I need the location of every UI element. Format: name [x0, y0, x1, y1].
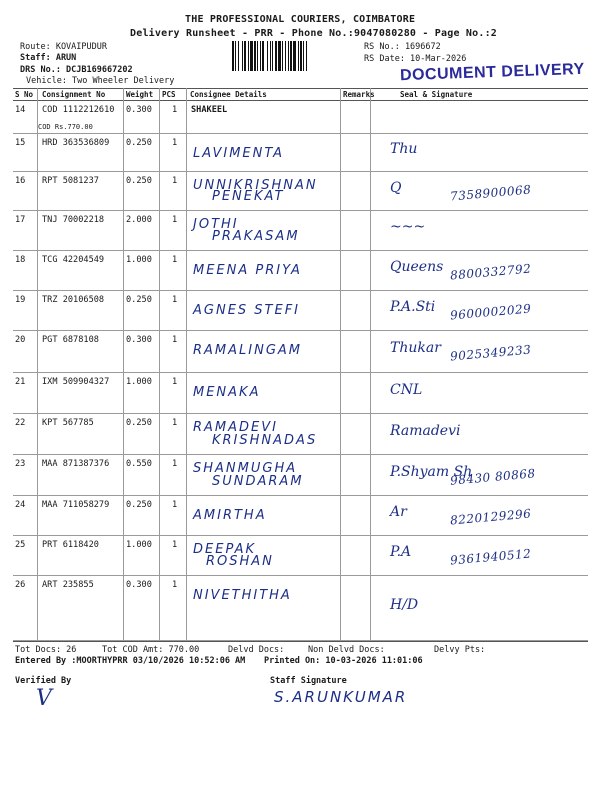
row-sno: 26	[15, 580, 26, 590]
table-row	[0, 172, 600, 211]
row-signature: Thukar	[390, 340, 441, 356]
col-header-seal: Seal & Signature	[400, 90, 473, 99]
total-docs: Tot Docs: 26	[15, 645, 77, 655]
row-consignment: TNJ 70002218	[42, 215, 105, 225]
row-pcs: 1	[172, 580, 178, 590]
rs-number: RS No.: 1696672	[364, 42, 441, 52]
row-sno: 22	[15, 418, 26, 428]
row-signature: P.A	[390, 544, 412, 560]
row-consignment: PGT 6878108	[42, 335, 99, 345]
row-consignee-line2: ROSHAN	[206, 554, 274, 569]
row-consignee-line2: PENEKAT	[212, 189, 285, 204]
row-weight: 0.300	[126, 580, 152, 590]
row-consignment: IXM 509904327	[42, 377, 110, 387]
row-consignment: PRT 6118420	[42, 540, 99, 550]
row-phone-number: 7358900068	[449, 181, 532, 204]
row-consignment: ART 235855	[42, 580, 94, 590]
row-signature: Queens	[390, 259, 444, 275]
total-cod-amount: Tot COD Amt: 770.00	[102, 645, 200, 655]
row-sno: 20	[15, 335, 26, 345]
company-title: THE PROFESSIONAL COURIERS, COIMBATORE	[185, 14, 416, 25]
row-signature: Ar	[390, 504, 407, 520]
row-cod-note: COD Rs.770.00	[38, 123, 93, 131]
delivered-docs: Delvd Docs:	[228, 645, 285, 655]
row-pcs: 1	[172, 255, 178, 265]
row-sno: 19	[15, 295, 26, 305]
row-pcs: 1	[172, 176, 178, 186]
table-row	[0, 134, 600, 172]
row-pcs: 1	[172, 459, 178, 469]
printed-on: Printed On: 10-03-2026 11:01:06	[264, 656, 423, 666]
table-row	[0, 211, 600, 251]
row-sno: 14	[15, 105, 26, 115]
delivery-points: Delvy Pts:	[434, 645, 486, 655]
table-top-border	[13, 88, 588, 89]
row-consignee: AGNES STEFI	[193, 303, 301, 318]
document-delivery-stamp: DOCUMENT DELIVERY	[399, 60, 586, 85]
row-pcs: 1	[172, 105, 178, 115]
table-row	[0, 291, 600, 331]
row-phone-number: 98430 80868	[449, 465, 537, 488]
row-consignee: SHAKEEL	[191, 105, 228, 115]
row-weight: 1.000	[126, 540, 152, 550]
table-row	[0, 331, 600, 373]
rs-date: RS Date: 10-Mar-2026	[364, 54, 467, 64]
row-consignment: COD 1112212610	[42, 105, 115, 115]
row-consignee: SHANMUGHA	[193, 461, 298, 476]
runsheet-subtitle: Delivery Runsheet - PRR - Phone No.:9047080280 - Page No.:2	[130, 28, 498, 39]
row-pcs: 1	[172, 540, 178, 550]
row-pcs: 1	[172, 418, 178, 428]
row-sno: 17	[15, 215, 26, 225]
row-weight: 0.250	[126, 176, 152, 186]
row-pcs: 1	[172, 138, 178, 148]
row-consignee: DEEPAK	[193, 542, 257, 557]
non-delivered-docs: Non Delvd Docs:	[308, 645, 385, 655]
row-consignment: RPT 5081237	[42, 176, 99, 186]
table-row	[0, 373, 600, 414]
row-consignee: RAMADEVI	[193, 420, 278, 435]
staff-label: Staff: ARUN	[20, 53, 77, 63]
row-consignment: TRZ 20106508	[42, 295, 105, 305]
row-consignee: MEENA PRIYA	[193, 263, 302, 278]
verified-signature: V	[36, 686, 52, 711]
row-consignee: NIVETHITHA	[193, 588, 292, 603]
row-signature: P.Shyam Sh	[390, 463, 473, 480]
row-consignee-line2: SUNDARAM	[212, 474, 304, 489]
row-consignee: MENAKA	[193, 385, 261, 400]
table-bottom-border	[13, 641, 588, 642]
row-weight: 0.250	[126, 500, 152, 510]
row-consignee-line2: PRAKASAM	[212, 229, 300, 244]
row-consignee: JOTHI	[193, 217, 239, 232]
col-header-pcs: PCS	[162, 90, 176, 99]
row-consignment: KPT 567785	[42, 418, 94, 428]
row-consignee-line2: KRISHNADAS	[212, 433, 318, 448]
vehicle-label: Vehicle: Two Wheeler Delivery	[26, 76, 175, 86]
barcode-image	[232, 41, 360, 71]
row-consignment: MAA 711058279	[42, 500, 110, 510]
row-sno: 23	[15, 459, 26, 469]
route-label: Route: KOVAIPUDUR	[20, 42, 107, 52]
row-signature: P.A.Sti	[390, 299, 436, 315]
entered-by: Entered By :MOORTHYPRR 03/10/2026 10:52:06 AM	[15, 656, 246, 666]
row-signature: H/D	[390, 596, 419, 613]
row-phone-number: 9025349233	[449, 342, 532, 364]
row-signature: CNL	[390, 381, 423, 398]
table-row	[0, 251, 600, 291]
col-header-sno: S No	[15, 90, 34, 99]
row-sno: 24	[15, 500, 26, 510]
row-pcs: 1	[172, 335, 178, 345]
row-sno: 15	[15, 138, 26, 148]
verified-by-label: Verified By	[15, 676, 72, 686]
row-consignee: LAVIMENTA	[193, 146, 285, 161]
row-weight: 0.250	[126, 295, 152, 305]
table-row	[0, 576, 600, 641]
row-consignment: TCG 42204549	[42, 255, 105, 265]
row-weight: 2.000	[126, 215, 152, 225]
drs-number: DRS No.: DCJB169667202	[20, 65, 133, 75]
row-sno: 25	[15, 540, 26, 550]
row-phone-number: 9361940512	[449, 546, 532, 568]
row-signature: Thu	[390, 141, 418, 157]
row-weight: 0.300	[126, 105, 152, 115]
col-header-remarks: Remarks	[343, 90, 375, 99]
table-row	[0, 414, 600, 455]
col-header-consignment: Consignment No	[42, 90, 106, 99]
row-sno: 16	[15, 176, 26, 186]
table-row	[0, 455, 600, 496]
staff-signature-label: Staff Signature	[270, 676, 347, 686]
row-pcs: 1	[172, 377, 178, 387]
row-consignee: RAMALINGAM	[193, 343, 303, 358]
row-weight: 0.250	[126, 418, 152, 428]
row-pcs: 1	[172, 500, 178, 510]
table-row	[0, 536, 600, 576]
table-row	[0, 496, 600, 536]
row-sno: 21	[15, 377, 26, 387]
staff-signature-name: S.ARUNKUMAR	[274, 688, 408, 706]
row-weight: 1.000	[126, 377, 152, 387]
row-signature: Q	[390, 179, 402, 196]
col-header-weight: Weight	[126, 90, 154, 99]
row-signature: Ramadevi	[390, 422, 461, 439]
row-consignment: HRD 363536809	[42, 138, 110, 148]
row-consignee: UNNIKRISHNAN	[193, 178, 318, 193]
table-row	[0, 101, 600, 134]
row-phone-number: 8220129296	[449, 506, 532, 528]
row-pcs: 1	[172, 295, 178, 305]
col-header-consignee: Consignee Details	[190, 90, 267, 99]
row-weight: 0.250	[126, 138, 152, 148]
row-weight: 1.000	[126, 255, 152, 265]
row-consignee: AMIRTHA	[193, 508, 267, 523]
row-weight: 0.550	[126, 459, 152, 469]
row-weight: 0.300	[126, 335, 152, 345]
row-consignment: MAA 871387376	[42, 459, 110, 469]
row-sno: 18	[15, 255, 26, 265]
row-signature: ~~~	[390, 219, 426, 235]
row-phone-number: 9600002029	[449, 301, 532, 323]
row-pcs: 1	[172, 215, 178, 225]
row-phone-number: 8800332792	[449, 261, 532, 283]
